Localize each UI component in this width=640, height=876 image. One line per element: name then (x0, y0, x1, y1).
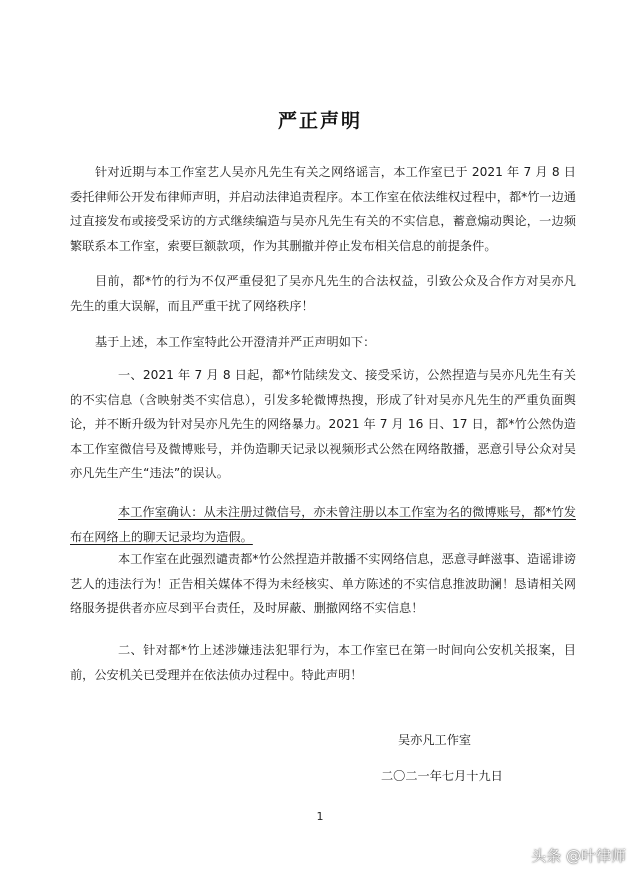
paragraph-condemnation: 本工作室在此强烈谴责都*竹公然捏造并散播不实网络信息，恶意寻衅滋事、造谣诽谤艺人的违法行为！正告相关媒体不得为未经核实、单方陈述的不实信息推波助澜！恳请相关网络服务提供者亦应尽到平台责任，及时屏蔽、删撤网络不实信息！ (70, 552, 576, 615)
watermark-logo: 头条 @叶律师 (531, 847, 626, 865)
paragraph-declaration-lead: 基于上述，本工作室特此公开澄清并严正声明如下： (95, 335, 376, 349)
signature: 吴亦凡工作室 (398, 733, 472, 747)
paragraph-current-impact: 目前，都*竹的行为不仅严重侵犯了吴亦凡先生的合法权益，引致公众及合作方对吴亦凡先生的重大误解，而且严重干扰了网络秩序！ (70, 274, 576, 313)
signature-date: 二〇二一年七月十九日 (381, 769, 503, 783)
document-title: 严正声明 (277, 110, 362, 132)
paragraph-point-two: 二、针对都*竹上述涉嫌违法犯罪行为，本工作室已在第一时间向公安机关报案，目前，公安机关已受理并在依法侦办过程中。特此声明！ (70, 643, 576, 682)
paragraph-confirmation (70, 500, 576, 549)
confirmation-underlined-text: 本工作室确认：从未注册过微信号，亦未曾注册以本工作室为名的微博账号，都*竹发布在网络上的聊天记录均为造假。 (70, 505, 576, 544)
paragraph-point-one: 一、2021 年 7 月 8 日起，都*竹陆续发文、接受采访，公然捏造与吴亦凡先生有关的不实信息（含映射类不实信息），引发多轮微博热搜，形成了针对吴亦凡先生的严重负面舆论，并不断升级为针对吴亦凡先生的网络暴力。2021 年 7 月 16 日、17 日，都*竹公然伪造本工作室微信号及微博账号，并伪造聊天记录以视频形式公然在网络散播，恶意引导公众对吴亦凡先生产生“违法”的误认。 (70, 368, 576, 480)
page-number: 1 (316, 810, 324, 823)
paragraph-intro: 针对近期与本工作室艺人吴亦凡先生有关之网络谣言，本工作室已于 2021 年 7 月 8 日委托律师公开发布律师声明，并启动法律追责程序。本工作室在依法维权过程中，都*竹一边通过直接发布或接受采访的方式继续编造与吴亦凡先生有关的不实信息，蓄意煽动舆论，一边频繁联系本工作室，索要巨额款项，作为其删撤并停止发布相关信息的前提条件。 (70, 165, 576, 253)
